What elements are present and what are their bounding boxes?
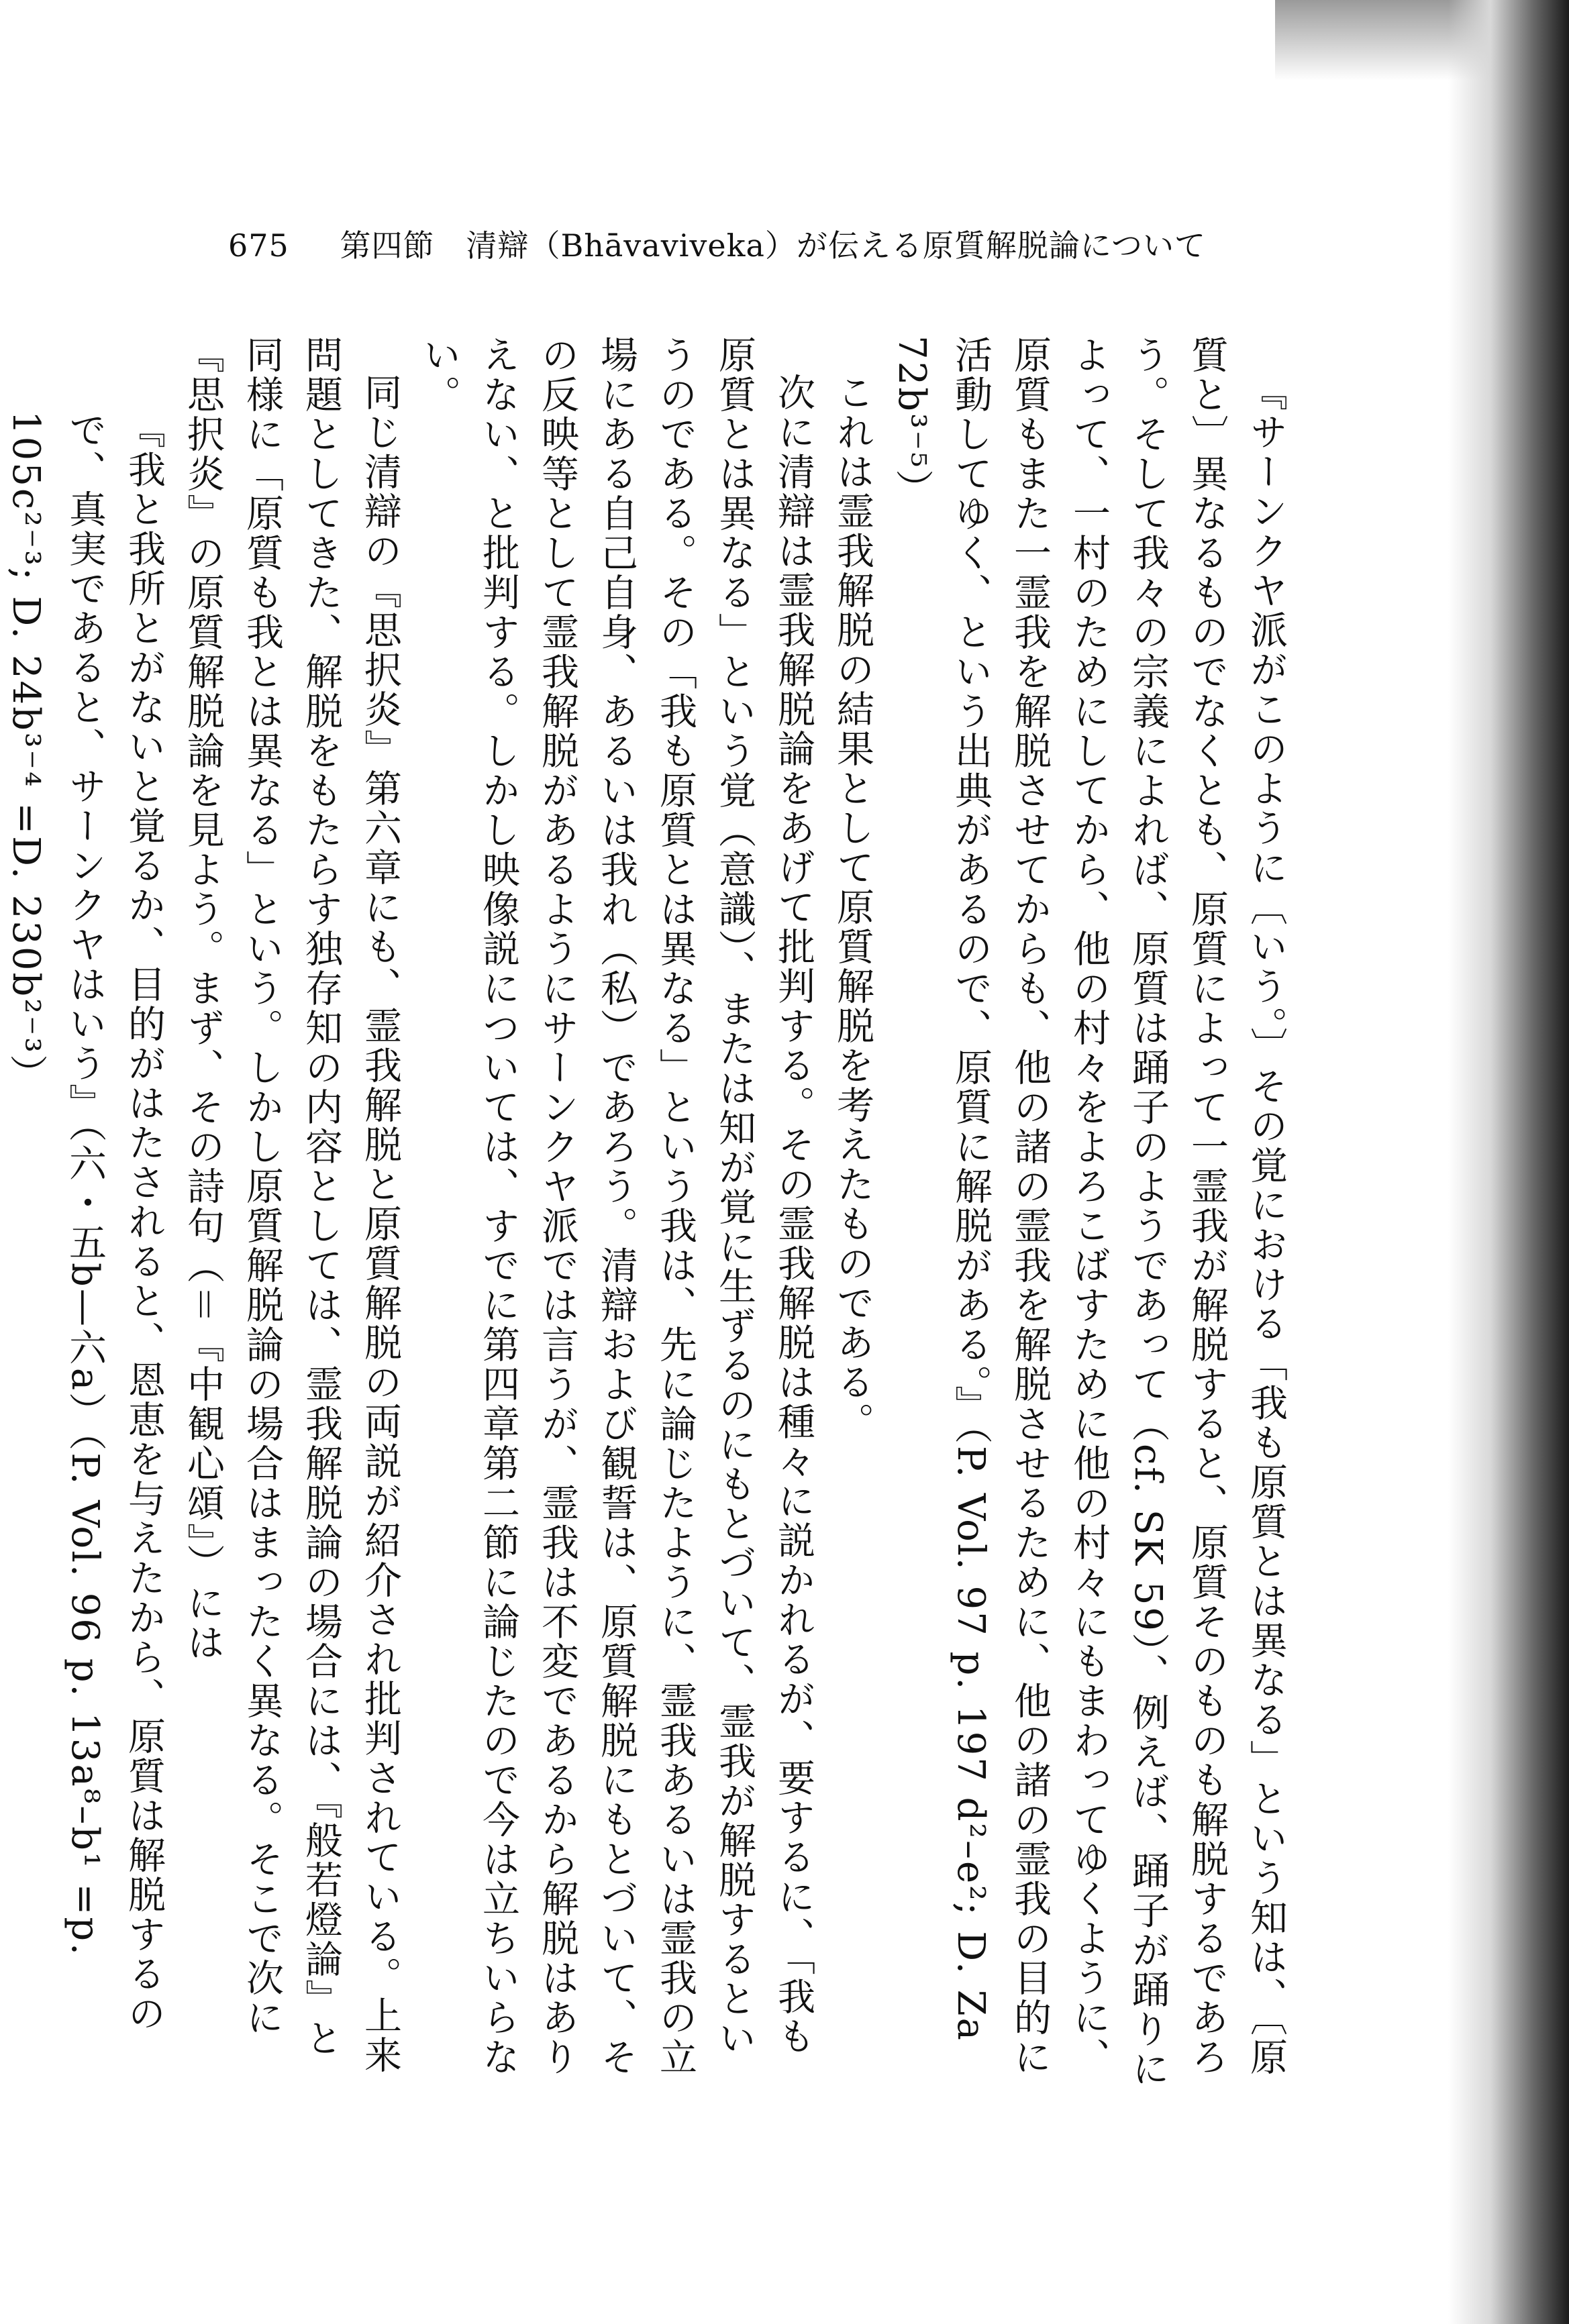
book-spine-shadow (1448, 0, 1569, 2324)
body-paragraph: 同じ清辯の『思択炎』第六章にも、霊我解脱と原質解脱の両説が紹介され批判されている。上来問題としてきた、解脱をもたらす独存知の内容としては、霊我解脱論の場合には、『般若燈論』と同様に「原質も我とは異なる」という。しかし原質解脱論の場合はまったく異なる。そこで次に『思択炎』の原質解脱論を見よう。まず、その詩句（＝『中観心頌』）には (181, 335, 402, 2075)
body-paragraph: 次に清辯は霊我解脱論をあげて批判する。その霊我解脱は種々に説かれるが、要するに、「我も原質とは異なる」という覚（意識）、または知が覚に生ずるのにもとづいて、霊我が解脱するというのである。その「我も原質とは異なる」という我は、先に論じたように、霊我あるいは霊我の立場にある自己自身、あるいは我れ（私）であろう。清辯および観誓は、原質解脱にもとづいて、その反映等として霊我解脱があるようにサーンクヤ派では言うが、霊我は不変であるから解脱はありえない、と批判する。しかし映像説については、すでに第四章第二節に論じたので今は立ちいらない。 (417, 335, 815, 2077)
verse-quote: 『我と我所とがないと覚るか、目的がはたされると、恩恵を与えたから、原質は解脱するので、真実であると、サーンクヤはいう』（六・五b—六a）（P. Vol. 96 p. 13a⁸–b¹ =p. 105c²⁻³; D. 24b³⁻⁴ =D. 230b²⁻³） (4, 411, 166, 2034)
running-header (228, 221, 1206, 266)
quote-paragraph: 『サーンクヤ派がこのように〔いう。〕その覚における「我も原質とは異なる」という知は、〔原質と〕異なるものでなくとも、原質によって一霊我が解脱すると、原質そのものも解脱するであろう。そして我々の宗義によれば、原質は踊子のようであって（cf. SK 59）、例えば、踊子が踊りによって、一村のためにしてから、他の村々をよろこばすために他の村々にもまわってゆくように、原質もまた一霊我を解脱させてからも、他の諸の霊我を解脱させるために、他の諸の霊我の目的に活動してゆく、という出典があるので、原質に解脱がある。』（P. Vol. 97 p. 197 d²–e²; D. Za 72b³⁻⁵） (890, 335, 1288, 2089)
page-number: 675 (228, 227, 289, 264)
section-title: 第四節 清辯（Bhāvaviveka）が伝える原質解脱論について (340, 227, 1206, 264)
vertical-body-text (4, 335, 1295, 2093)
body-paragraph: これは霊我解脱の結果として原質解脱を考えたものである。 (831, 373, 874, 1442)
